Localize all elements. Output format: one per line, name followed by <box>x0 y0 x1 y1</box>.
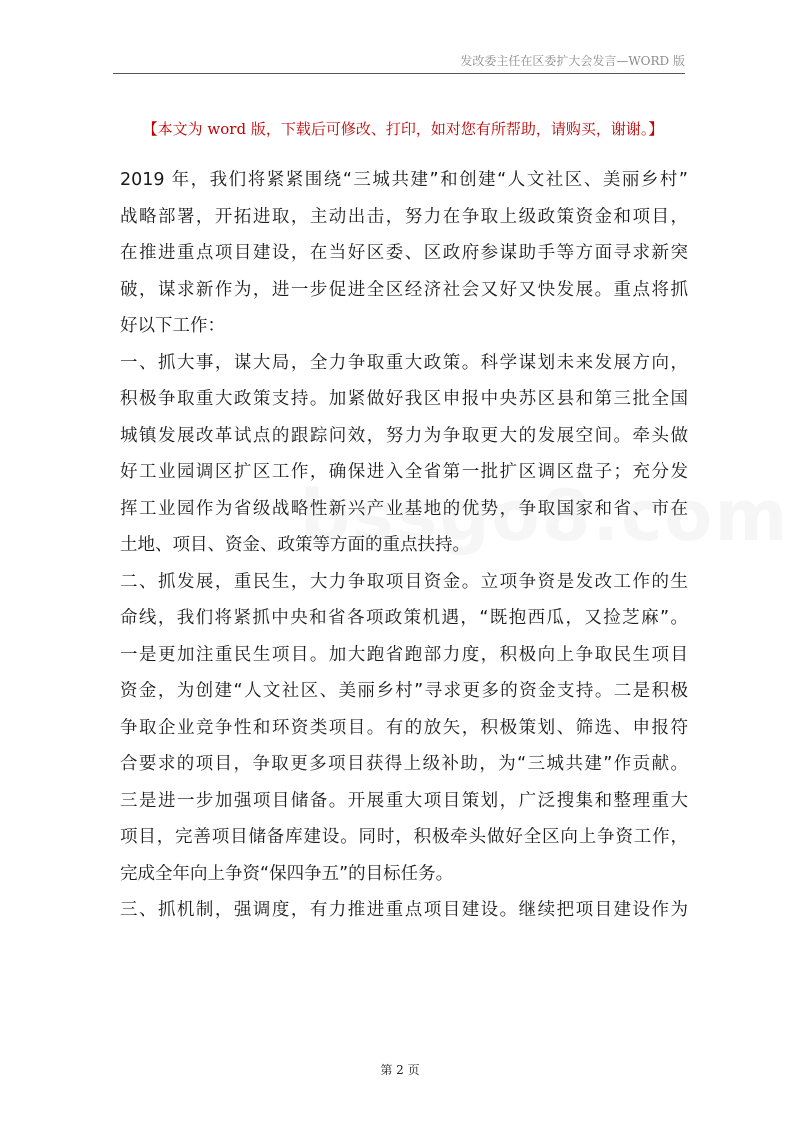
text-line: 合要求的项目，争取更多项目获得上级补助，为“三城共建”作贡献。 <box>120 754 688 774</box>
text-line: 三是进一步加强项目储备。开展重大项目策划，广泛搜集和整理重大 <box>120 790 688 811</box>
text-line: 争取企业竞争性和环资类项目。有的放矢，积极策划、筛选、申报符 <box>120 717 688 738</box>
text-line: 命线，我们将紧抓中央和省各项政策机遇，“既抱西瓜，又捡芝麻”。 <box>120 608 688 628</box>
text-line: 在推进重点项目建设，在当好区委、区政府参谋助手等方面寻求新突 <box>120 243 688 263</box>
text-line: 城镇发展改革试点的跟踪问效，努力为争取更大的发展空间。牵头做 <box>120 425 688 446</box>
page-number: 第 2 页 <box>380 1063 420 1077</box>
text-line: 破，谋求新作为，进一步促进全区经济社会又好又快发展。重点将抓 <box>120 279 688 300</box>
text-line: 一、抓大事，谋大局，全力争取重大政策。科学谋划未来发展方向， <box>120 352 688 373</box>
purchase-notice: 【本文为 word 版，下载后可修改、打印，如对您有所帮助，请购买，谢谢。】 <box>142 120 664 138</box>
text-line: 资金，为创建“人文社区、美丽乡村”寻求更多的资金支持。二是积极 <box>120 681 688 701</box>
text-line: 二、抓发展，重民生，大力争取项目资金。立项争资是发改工作的生 <box>120 571 688 592</box>
text-line: 完成全年向上争资“保四争五”的目标任务。 <box>120 863 454 884</box>
document-body <box>120 162 688 929</box>
text-line: 战略部署，开拓进取，主动出击，努力在争取上级政策资金和项目， <box>120 206 688 227</box>
text-line: 好工业园调区扩区工作，确保进入全省第一批扩区调区盘子；充分发 <box>120 462 688 482</box>
text-line: 一是更加注重民生项目。加大跑省跑部力度，积极向上争取民生项目 <box>120 644 688 665</box>
text-line: 三、抓机制，强调度，有力推进重点项目建设。继续把项目建设作为 <box>120 900 688 920</box>
text-line: 好以下工作： <box>120 316 225 336</box>
text-line: 项目，完善项目储备库建设。同时，积极牵头做好全区向上争资工作， <box>120 827 688 847</box>
text-line: 土地、项目、资金、政策等方面的重点扶持。 <box>120 535 470 555</box>
text-line: 积极争取重大政策支持。加紧做好我区申报中央苏区县和第三批全国 <box>120 389 688 409</box>
text-line: 挥工业园作为省级战略性新兴产业基地的优势，争取国家和省、市在 <box>120 498 688 519</box>
text-line: 2019 年，我们将紧紧围绕“三城共建”和创建“人文社区、美丽乡村” <box>120 170 688 190</box>
page-header: 发改委主任在区委扩大会发言—WORD 版 <box>113 52 685 74</box>
